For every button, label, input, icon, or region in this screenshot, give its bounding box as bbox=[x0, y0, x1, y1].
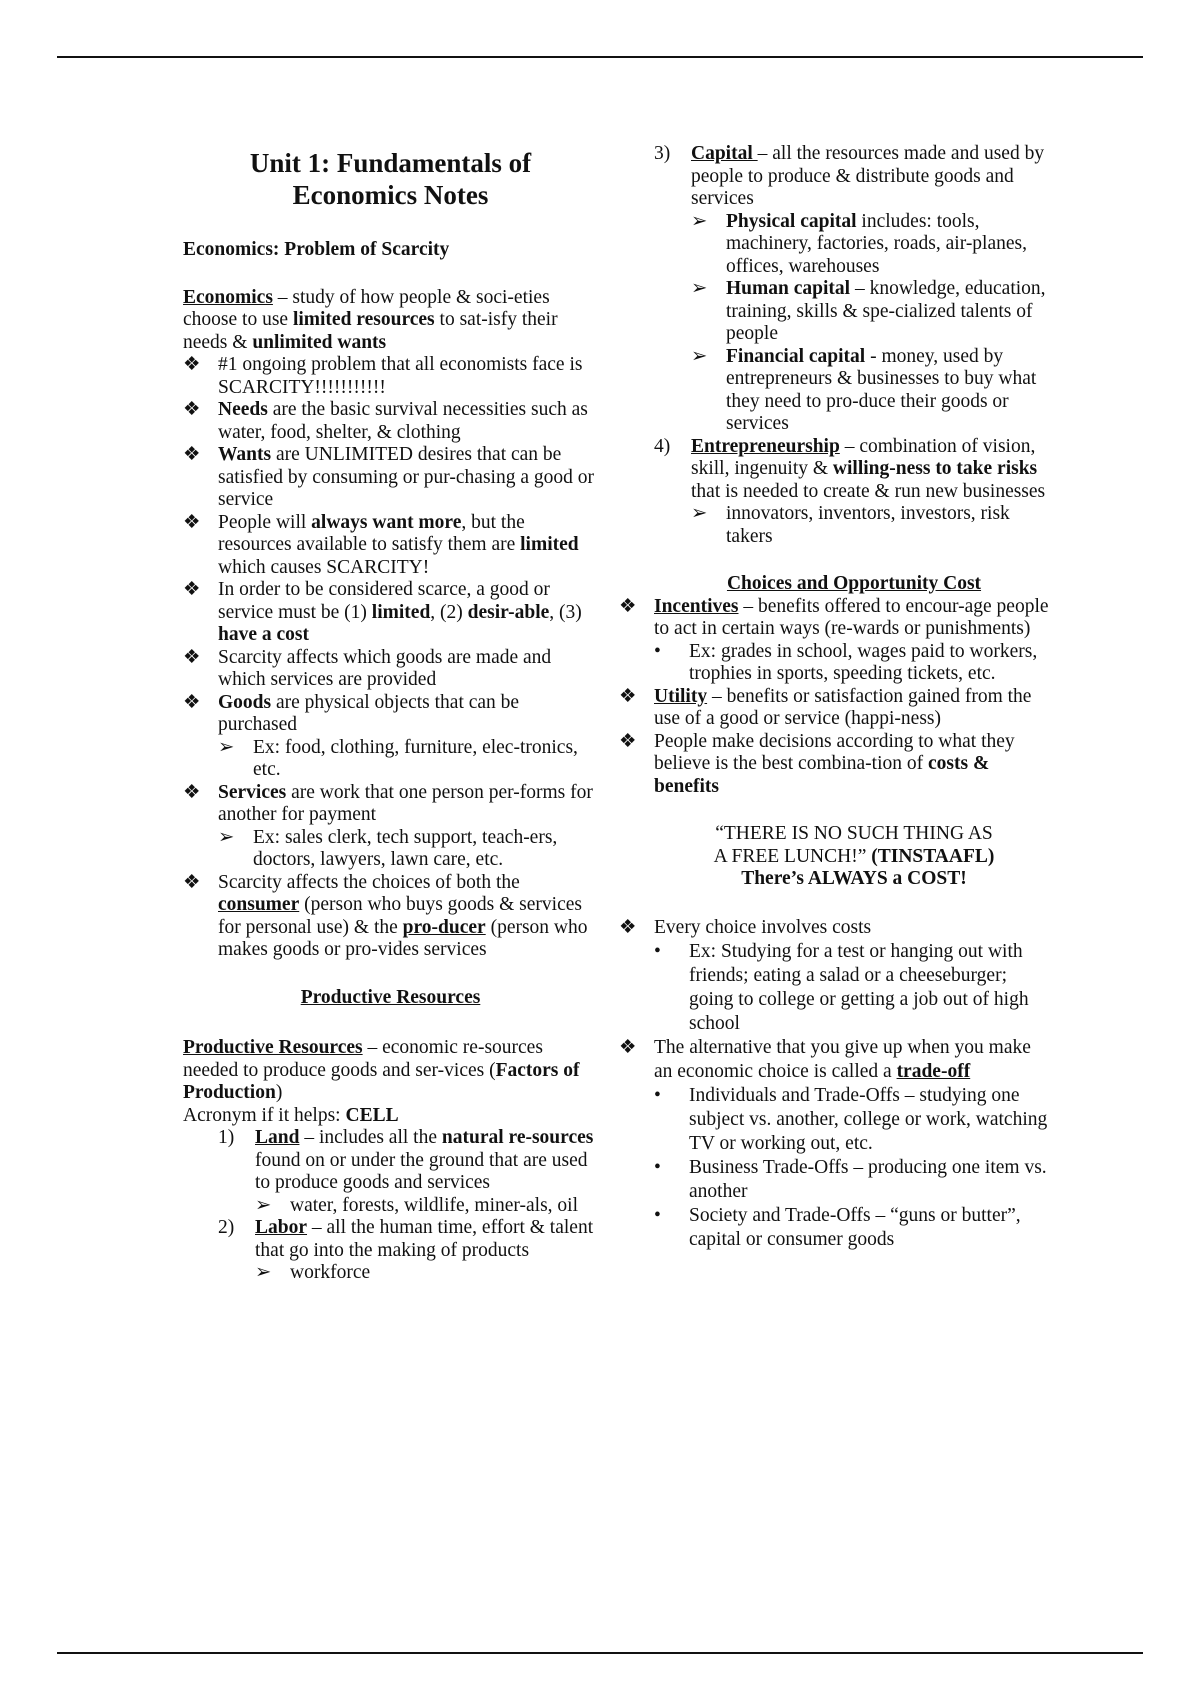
list-item: ❖ Services are work that one person per-forms for another for payment bbox=[183, 781, 593, 825]
diamond-bullet-icon: ❖ bbox=[183, 646, 201, 668]
diamond-bullet-icon: ❖ bbox=[183, 781, 201, 803]
sub-list-item: • Business Trade-Offs – producing one item vs. another bbox=[654, 1156, 1047, 1202]
diamond-bullet-icon: ❖ bbox=[183, 354, 201, 375]
sub-list-item: ➢ innovators, inventors, investors, risk takers bbox=[691, 503, 1010, 547]
factor-capital: 3) Capital – all the resources made and used by people to produce & distribute goods and services bbox=[654, 143, 1045, 209]
sub-list-item: ➢ Financial capital - money, used by entrepreneurs & businesses to buy what they need to pro-duce their goods or services bbox=[691, 345, 1037, 434]
left-column bbox=[183, 143, 598, 1285]
list-item: ❖ Incentives – benefits offered to encour-age people to act in certain ways (re-wards or punishments) bbox=[619, 595, 1049, 639]
choices-heading: Choices and Opportunity Cost bbox=[726, 573, 982, 594]
sub-list-item: ➢ Human capital – knowledge, education, training, skills & spe-cialized talents of people bbox=[691, 278, 1046, 344]
sub-list-item: ➢ workforce bbox=[255, 1262, 371, 1283]
sub-list-item: • Ex: grades in school, wages paid to workers, trophies in sports, speeding tickets, etc. bbox=[654, 640, 1038, 684]
dot-bullet-icon: • bbox=[654, 1156, 661, 1178]
sub-list-item: ➢ Ex: sales clerk, tech support, teach-ers, doctors, lawyers, lawn care, etc. bbox=[218, 826, 558, 870]
diamond-bullet-icon: ❖ bbox=[183, 871, 201, 893]
diamond-bullet-icon: ❖ bbox=[183, 579, 201, 600]
diamond-bullet-icon: ❖ bbox=[619, 1036, 637, 1058]
list-item: ❖ People will always want more, but the resources available to satisfy them are limited which causes SCARCITY! bbox=[183, 511, 579, 578]
list-item: ❖ Utility – benefits or satisfaction gained from the use of a good or service (happi-ness) bbox=[619, 685, 1032, 729]
list-item: ❖ The alternative that you give up when you make an economic choice is called a trade-off bbox=[619, 1036, 1031, 1082]
arrow-bullet-icon: ➢ bbox=[691, 345, 708, 367]
diamond-bullet-icon: ❖ bbox=[619, 916, 637, 938]
dot-bullet-icon: • bbox=[654, 1204, 661, 1226]
list-item: ❖ Scarcity affects the choices of both the consumer (person who buys goods & services for personal use) & the pro-ducer (person who makes goods or pro-vides services bbox=[183, 871, 588, 960]
list-item: ❖ Goods are physical objects that can be purchased bbox=[183, 691, 520, 735]
acronym-line: Acronym if it helps: CELL bbox=[183, 1104, 399, 1126]
list-item: ❖ In order to be considered scarce, a good or service must be (1) limited, (2) desir-able, (3) have a cost bbox=[183, 579, 582, 645]
right-column bbox=[619, 143, 1054, 1252]
list-item: ❖ Needs are the basic survival necessities such as water, food, shelter, & clothing bbox=[183, 399, 588, 443]
diamond-bullet-icon: ❖ bbox=[183, 399, 201, 420]
sub-list-item: • Ex: Studying for a test or hanging out with friends; eating a salad or a cheeseburger; going to college or getting a job out of high school bbox=[654, 940, 1029, 1034]
sub-list-item: ➢ water, forests, wildlife, miner-als, oil bbox=[255, 1194, 578, 1216]
scarcity-heading: Economics: Problem of Scarcity bbox=[183, 239, 450, 260]
arrow-bullet-icon: ➢ bbox=[218, 826, 235, 848]
diamond-bullet-icon: ❖ bbox=[619, 730, 637, 752]
arrow-bullet-icon: ➢ bbox=[691, 210, 708, 232]
factor-labor: 2) Labor – all the human time, effort & talent that go into the making of products bbox=[218, 1217, 594, 1261]
sub-list-item: ➢ Physical capital includes: tools, machinery, factories, roads, air-planes, offices, warehouses bbox=[691, 210, 1028, 277]
dot-bullet-icon: • bbox=[654, 940, 661, 962]
dot-bullet-icon: • bbox=[654, 640, 661, 662]
sub-list-item: ➢ Ex: food, clothing, furniture, elec-tronics, etc. bbox=[218, 736, 578, 780]
arrow-bullet-icon: ➢ bbox=[691, 278, 708, 299]
productive-heading: Productive Resources bbox=[300, 986, 481, 1008]
bottom-rule bbox=[57, 1652, 1143, 1654]
diamond-bullet-icon: ❖ bbox=[619, 685, 637, 707]
list-item: ❖ #1 ongoing problem that all economists face is SCARCITY!!!!!!!!!!! bbox=[183, 354, 583, 398]
list-item: ❖ People make decisions according to what they believe is the best combina-tion of costs & benefits bbox=[619, 730, 1015, 797]
factor-land: 1) Land – includes all the natural re-sources found on or under the ground that are used to produce goods and services bbox=[218, 1127, 594, 1193]
diamond-bullet-icon: ❖ bbox=[183, 511, 201, 533]
page-title: Unit 1: Fundamentals of Economics Notes bbox=[249, 148, 532, 210]
diamond-bullet-icon: ❖ bbox=[183, 691, 201, 713]
arrow-bullet-icon: ➢ bbox=[255, 1194, 272, 1216]
economics-definition: Economics – study of how people & soci-eties choose to use limited resources to sat-isfy their needs & unlimited wants bbox=[183, 286, 558, 353]
arrow-bullet-icon: ➢ bbox=[218, 736, 235, 758]
dot-bullet-icon: • bbox=[654, 1084, 661, 1106]
diamond-bullet-icon: ❖ bbox=[183, 444, 201, 465]
arrow-bullet-icon: ➢ bbox=[255, 1262, 272, 1283]
list-item: ❖ Every choice involves costs bbox=[619, 916, 872, 938]
arrow-bullet-icon: ➢ bbox=[691, 503, 708, 524]
list-item: ❖ Scarcity affects which goods are made and which services are provided bbox=[183, 646, 552, 690]
sub-list-item: • Society and Trade-Offs – “guns or butter”, capital or consumer goods bbox=[654, 1204, 1021, 1250]
productive-definition: Productive Resources – economic re-sources needed to produce goods and ser-vices (Factors of Production) bbox=[183, 1037, 580, 1103]
sub-list-item: • Individuals and Trade-Offs – studying one subject vs. another, college or work, watching TV or working out, etc. bbox=[654, 1084, 1048, 1154]
factor-entrepreneurship: 4) Entrepreneurship – combination of vision, skill, ingenuity & willing-ness to take risks that is needed to create & run new businesses bbox=[654, 435, 1046, 502]
tinstaafl-quote: “THERE IS NO SUCH THING AS A FREE LUNCH!” (TINSTAAFL) There’s ALWAYS a COST! bbox=[713, 823, 995, 889]
list-item: ❖ Wants are UNLIMITED desires that can be satisfied by consuming or pur-chasing a good or service bbox=[183, 444, 594, 510]
diamond-bullet-icon: ❖ bbox=[619, 595, 637, 617]
top-rule bbox=[57, 56, 1143, 58]
